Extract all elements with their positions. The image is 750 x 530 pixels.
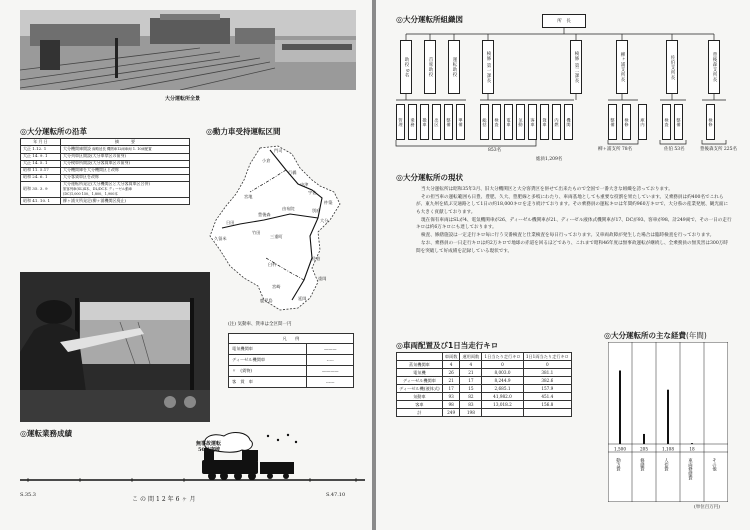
expense-bar xyxy=(619,371,621,445)
table-row: 昭和 35. 3. 9 大分運転所発足(大分機関区と大分客貨車区合併) 旅客列車(SL)4本、DL/DC本 ディーゼル動車 (DC)1,000 150、1,800、1,900本 xyxy=(21,181,190,198)
org-sub-c: 豊後森支所 225名 xyxy=(700,147,738,152)
org-leaf: 検査 xyxy=(492,104,501,140)
org-total-a: 853名 xyxy=(488,148,502,153)
route-map xyxy=(200,140,365,320)
expense-value-label: 1,108 xyxy=(662,446,674,452)
table-row: 気動車 93 82 41,982.0 451.4 xyxy=(397,393,572,401)
org-node: 首席助役 xyxy=(424,40,436,94)
svg-text:重岡: 重岡 xyxy=(318,276,327,281)
svg-text:延岡: 延岡 xyxy=(298,296,307,301)
status-heading: ◎大分運転所の現状 xyxy=(396,173,463,182)
cars-heading: ◎車両配置及び1日当走行キロ xyxy=(396,341,499,350)
org-node: 豊後森支所長 xyxy=(708,40,720,94)
svg-text:宮地: 宮地 xyxy=(244,194,253,199)
stamp-line1: 無事故運転 xyxy=(196,441,222,447)
org-leaf: 気動 xyxy=(516,104,525,140)
expense-value-label: 205 xyxy=(640,446,648,452)
org-total-b: 総員1,209名 xyxy=(536,157,563,162)
org-leaf: 検査 xyxy=(662,104,671,140)
operations-heading: ◎運転業務成績 xyxy=(20,429,72,438)
map-legend: 凡 例 電気機関車 ——— ディーゼル機関車 -·-·- 〃 (貨物) ———— 客 貨 車 ------ xyxy=(228,333,354,388)
history-table: 年 月 日 摘 要 大正 1.12. 1 大分機関庫開設 線路延長 機関車12両車両 1. 10両配置 大正 14. 9. 1 大分列車区開設(大分車掌区の前身) 大正 14. 5. 1 大分検車所開設(大分客貨車区の前身) 昭和 11. 5.17 大分機関庫を大分機関区と改称 昭和 24. 6. 1 大分客貨車区を改称 昭和 35. 3. 9 大分運転所発足(大分機関区と大分客貨車区合併) 旅客列車(SL)4本、DL/DC本 ディーゼル動車 (DC)1,000 150、1,800、1,900本 昭和 41. 10. 1 柳ヶ浦支所発足(柳ヶ浦機関区廃止) xyxy=(20,138,190,205)
table-row: 客車 98 83 13,018.2 156.8 xyxy=(397,401,572,409)
table-row: 昭和 24. 6. 1 大分客貨車区を改称 xyxy=(21,174,190,181)
expense-category-label: 人件費 xyxy=(663,458,669,472)
svg-text:宇佐: 宇佐 xyxy=(308,190,317,195)
footer-start-date: S.35.3 xyxy=(20,492,36,498)
expenses-heading: ◎大分運転所の主な経費(年間) xyxy=(604,331,707,340)
org-leaf: 検修 xyxy=(706,104,715,140)
table-row: 昭和 41. 10. 1 柳ヶ浦支所発足(柳ヶ浦機関区廃止) xyxy=(21,198,190,205)
cars-table: 車両数 運用両数 1日当たり走行キロ 1日1両当たり走行キロ 蒸気機関車 4 4 0 0 電気機 26 21 8,003.0 381.1 ディーゼル機関車 21 17 8,244.9 382.6 ディーゼル機(液体式) 17 15 2,685.1 157.9 気動車 93 82 41,982.0 451.4 客車 98 83 13,018.2 156.8 計 249 198 xyxy=(396,352,572,417)
org-leaf: 操車 xyxy=(420,104,429,140)
expense-bar xyxy=(667,390,669,444)
table-row: 蒸気機関車 4 4 0 0 xyxy=(397,361,572,369)
org-leaf: 検修 xyxy=(622,104,631,140)
depot-panorama-photo xyxy=(20,10,356,90)
svg-text:臼杵: 臼杵 xyxy=(268,262,277,267)
table-row: ディーゼル機関車 21 17 8,244.9 382.6 xyxy=(397,377,572,385)
expense-value-label: 1,500 xyxy=(614,446,626,452)
svg-text:豊後森: 豊後森 xyxy=(258,212,271,217)
org-node: 佐伯支所長 xyxy=(666,40,678,94)
org-heading: ◎大分運転所組織図 xyxy=(396,15,463,24)
svg-text:宮崎: 宮崎 xyxy=(272,284,281,289)
org-node: 運転助役 xyxy=(448,40,460,94)
org-leaf: 出区 xyxy=(432,104,441,140)
footer-end-date: S.47.10 xyxy=(326,492,346,498)
org-node: 検修 第二課長 xyxy=(570,40,582,94)
org-leaf: 整備 xyxy=(674,104,683,140)
expenses-unit: (単位百万円) xyxy=(694,505,721,510)
svg-text:鹿児島: 鹿児島 xyxy=(260,298,273,303)
org-leaf: 乗務 xyxy=(408,104,417,140)
table-row: 大正 14. 5. 1 大分検車所開設(大分客貨車区の前身) xyxy=(21,160,190,167)
status-body: 当大分運転所は昭和35年3月、旧大分機関区と大分客貨区を併せて出来たもので全国で一番大きな組織を誇っております。 その担当車の運転範囲も日豊、豊肥、久大、豊肥線と多岐にわたり、車両基地としても重要な役割を果たしています。又乗務員は約400名でこれらが、東九州を結ぶ交通路として1日の約18,000キロを走り続けております。その乗務員の運転キロは年間約960万キロで、大分県の産業発展、観光面にも大きく貢献しております。 現在保有車両はSLが4、電気機関車が26、ディーゼル機関車が21、ディーゼル液体式機関車が17、DCが93、客車が98、計249両で、その一日の走行キロは約6万キロにも達しております。 検査、修繕施設は一定走行キロ毎に行う交番検査と仕業検査を毎日行っております。又車両故障が発生した場合は臨時検査を行っております。 なお、乗務員の一日走行キロは約2万キロで地球の赤道を回るほどであり、これまで昭和46年度は無事故運転が継続し、全乗務員の無災害は300万時間を突破して好成績を記録している現状です。 xyxy=(416,187,732,254)
route-map-heading: ◎動力車受持運転区間 xyxy=(206,127,281,136)
expense-category-label: 修繕費 xyxy=(639,458,645,472)
table-row: 昭和 11. 5.17 大分機関庫を大分機関区と改称 xyxy=(21,167,190,174)
org-director: 所 長 xyxy=(542,14,586,28)
map-label: 門司 xyxy=(274,148,283,153)
expense-category-label: その他 xyxy=(711,458,717,472)
org-leaf: 総括 xyxy=(480,104,489,140)
right-page xyxy=(376,0,750,530)
svg-text:中津: 中津 xyxy=(300,182,309,187)
svg-text:小倉: 小倉 xyxy=(262,158,271,163)
stamp-line2: 50日突破 xyxy=(198,447,220,453)
org-leaf: 整備 xyxy=(444,104,453,140)
org-leaf: 準備 xyxy=(456,104,465,140)
svg-text:佐伯: 佐伯 xyxy=(312,256,321,261)
org-sub-a: 柳ヶ浦支所 78名 xyxy=(598,147,633,152)
org-leaf: 客車 xyxy=(528,104,537,140)
org-leaf: 管理 xyxy=(396,104,405,140)
org-node: 検修 第一課長 xyxy=(482,40,494,94)
cab-photo xyxy=(20,272,210,422)
svg-text:大分: 大分 xyxy=(320,218,329,223)
org-leaf: 整備 xyxy=(608,104,617,140)
org-leaf: 電車 xyxy=(504,104,513,140)
svg-text:三重町: 三重町 xyxy=(270,234,283,239)
expense-bar xyxy=(643,434,645,444)
org-sub-b: 佐伯 53名 xyxy=(664,147,685,152)
table-row: ディーゼル機(液体式) 17 15 2,685.1 157.9 xyxy=(397,385,572,393)
svg-text:久留米: 久留米 xyxy=(214,236,227,241)
history-heading: ◎大分運転所の沿革 xyxy=(20,127,87,136)
left-page xyxy=(0,0,372,530)
org-node: 助役 9名 xyxy=(400,40,412,94)
photo-caption: 大分運転所全景 xyxy=(165,96,201,102)
expense-category-label: 車両修繕費 xyxy=(687,458,693,480)
svg-text:行橋: 行橋 xyxy=(288,170,297,175)
table-row: 計 249 198 xyxy=(397,409,572,417)
footer-duration: この間12年6ヶ月 xyxy=(132,496,198,503)
svg-text:由布院: 由布院 xyxy=(282,206,295,211)
org-leaf: 庫内 xyxy=(638,104,647,140)
org-node: 柳ヶ浦支所長 xyxy=(616,40,628,94)
svg-text:杵築: 杵築 xyxy=(324,200,333,205)
expenses-chart xyxy=(608,342,728,502)
table-row: 大正 14. 9. 1 大分列車区開設(大分車掌区の前身) xyxy=(21,153,190,160)
table-row: 大正 1.12. 1 大分機関庫開設 線路延長 機関車12両車両 1. 10両配置 xyxy=(21,145,190,153)
table-row: 電気機 26 21 8,003.0 381.1 xyxy=(397,369,572,377)
map-note: (注) 気動車、貨車は全区間一円 xyxy=(228,322,292,327)
svg-text:別府: 別府 xyxy=(312,208,321,213)
svg-text:日田: 日田 xyxy=(226,220,235,225)
org-leaf: 内燃 xyxy=(552,104,561,140)
expense-value-label: 18 xyxy=(689,446,695,452)
org-leaf: 貨車 xyxy=(540,104,549,140)
org-leaf: 機関 xyxy=(564,104,573,140)
operations-graphic xyxy=(20,430,365,490)
svg-text:竹田: 竹田 xyxy=(252,230,261,235)
expense-category-label: 動力費 xyxy=(615,458,621,472)
